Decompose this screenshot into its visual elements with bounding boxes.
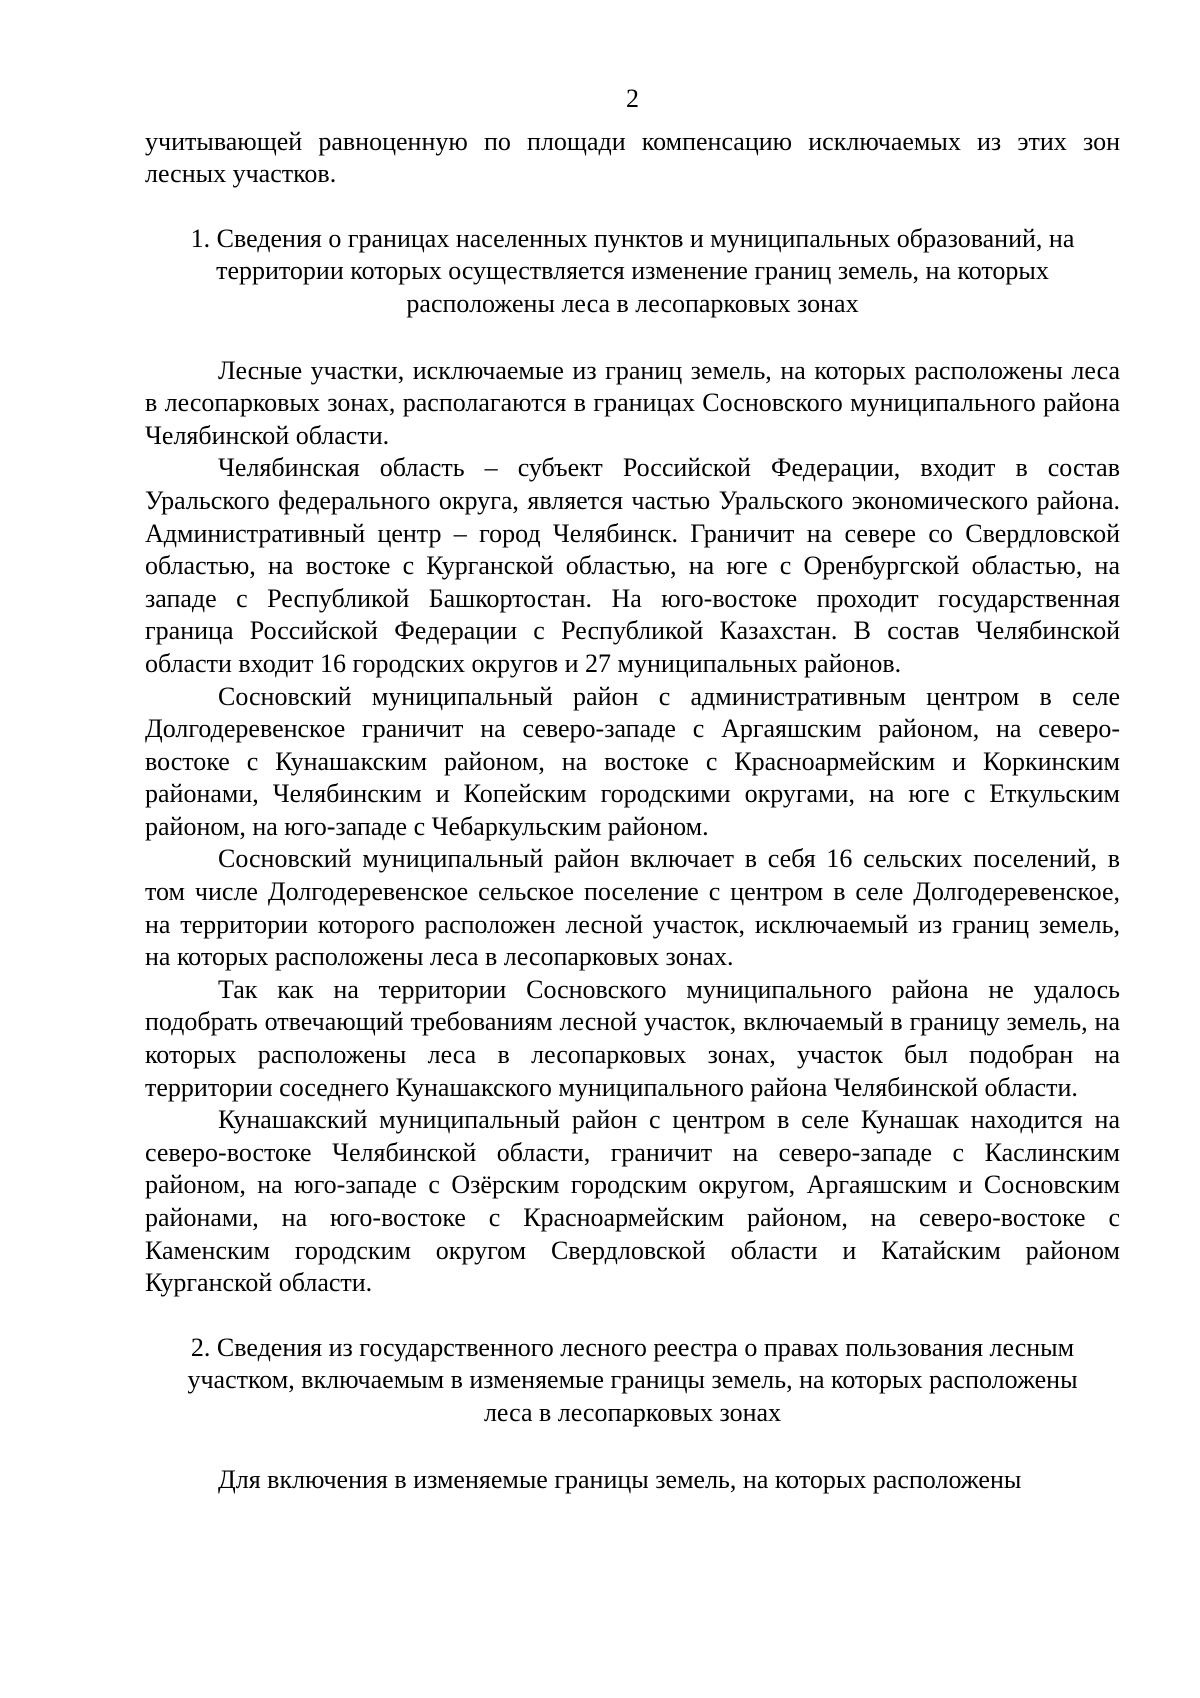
section-1-paragraph: Так как на территории Сосновского муниципального района не удалось подобрать отвечающий требованиям лесной участок, включаемый в границу земель, на которых расположены леса в лесопарковых зонах, участок был подобран на территории соседнего Кунашакского муниципального района Челябинской области. (145, 974, 1120, 1102)
section-1-paragraph: Лесные участки, исключаемые из границ земель, на которых расположены леса в лесопарковых зонах, располагаются в границах Сосновского муниципального района Челябинской области. (145, 355, 1120, 450)
intro-paragraph: учитывающей равноценную по площади компенсацию исключаемых из этих зон лесных участков. (145, 126, 1120, 189)
page-number: 2 (626, 84, 639, 113)
section-2-paragraph: Для включения в изменяемые границы земель, на которых расположены (218, 1464, 1022, 1494)
section-1-paragraph: Сосновский муниципальный район с административным центром в селе Долгодеревенское граничит на северо-западе с Аргаяшским районом, на северо-востоке с Кунашакским районом, на востоке с Красноармейским и Коркинским районами, Челябинским и Копейским городскими округами, на юге с Еткульским районом, на юго-западе с Чебаркульским районом. (145, 681, 1120, 841)
section-2-title: 2. Сведения из государственного лесного реестра о правах пользования лесным участком, включаемым в изменяемые границы земель, на которых расположены леса в лесопарковых зонах (187, 1332, 1078, 1427)
section-2 (145, 1332, 1120, 1496)
section-1 (145, 223, 1120, 1300)
section-1-paragraph: Кунашакский муниципальный район с центром в селе Кунашак находится на северо-востоке Челябинской области, граничит на северо-западе с Каслинским районом, на юго-западе с Озёрским городским округом, Аргаяшским и Сосновским районами, на юго-востоке с Красноармейским районом, на северо-востоке с Каменским городским округом Свердловской области и Катайским районом Курганской области. (145, 1105, 1120, 1298)
section-1-title: 1. Сведения о границах населенных пунктов и муниципальных образований, на территории которых осуществляется изменение границ земель, на которых расположены леса в лесопарковых зонах (190, 223, 1075, 318)
section-1-paragraph: Челябинская область – субъект Российской Федерации, входит в состав Уральского федерального округа, является частью Уральского экономического района. Административный центр – город Челябинск. Граничит на севере со Свердловской областью, на востоке с Курганской областью, на юге с Оренбургской областью, на западе с Республикой Башкортостан. На юго-востоке проходит государственная граница Российской Федерации с Республикой Казахстан. В состав Челябинской области входит 16 городских округов и 27 муниципальных районов. (145, 453, 1120, 678)
section-1-paragraph: Сосновский муниципальный район включает в себя 16 сельских поселений, в том числе Долгодеревенское сельское поселение с центром в селе Долгодеревенское, на территории которого расположен лесной участок, исключаемый из границ земель, на которых расположены леса в лесопарковых зонах. (145, 844, 1120, 972)
